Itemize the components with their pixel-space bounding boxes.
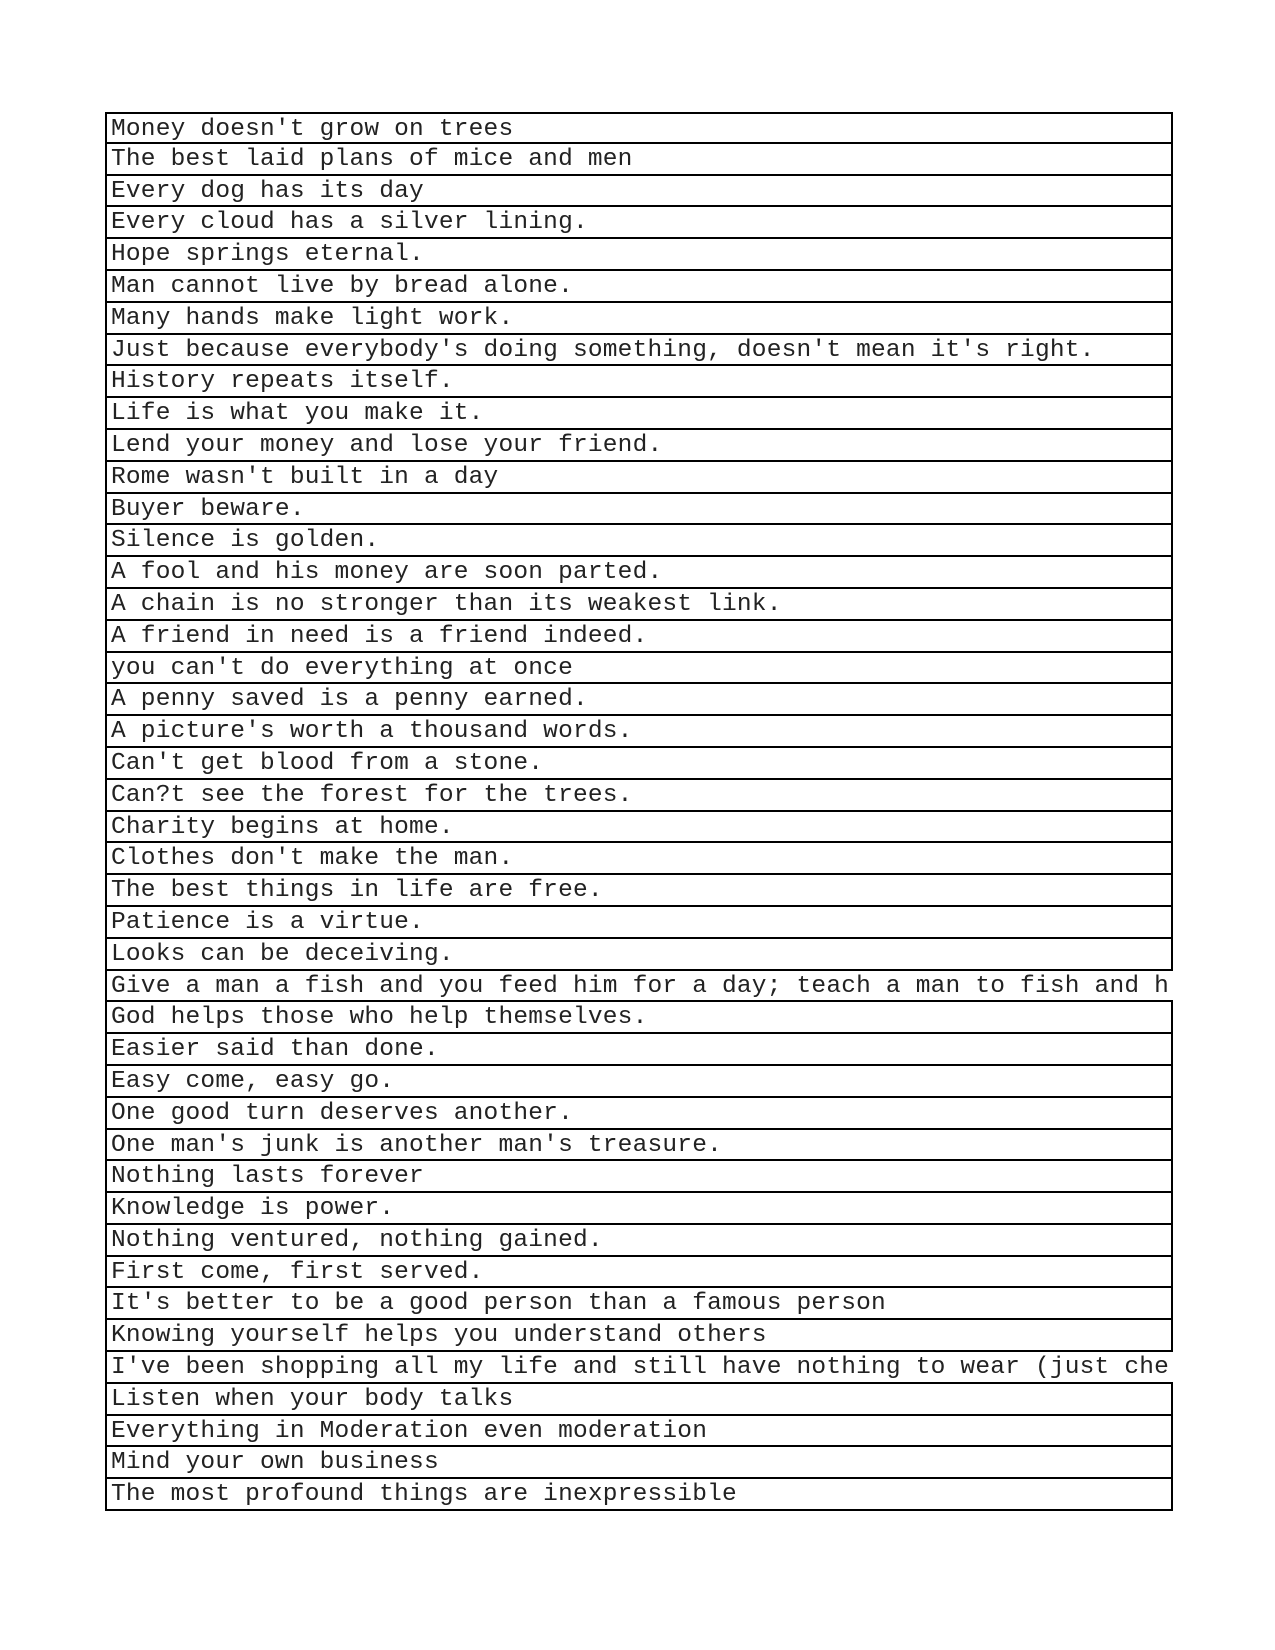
cell-text: Life is what you make it. bbox=[111, 400, 484, 428]
cell-text: Knowing yourself helps you understand others bbox=[111, 1322, 767, 1350]
table-row[interactable] bbox=[105, 398, 1173, 430]
cell-text: Charity begins at home. bbox=[111, 813, 454, 841]
table-row[interactable] bbox=[105, 653, 1173, 685]
table-row[interactable] bbox=[105, 589, 1173, 621]
cell-text: Many hands make light work. bbox=[111, 304, 514, 332]
table-row[interactable] bbox=[105, 1352, 1173, 1384]
table-row[interactable] bbox=[105, 1193, 1173, 1225]
cell-text: God helps those who help themselves. bbox=[111, 1004, 648, 1032]
cell-text: Patience is a virtue. bbox=[111, 908, 424, 936]
table-row[interactable] bbox=[105, 239, 1173, 271]
table-row[interactable] bbox=[105, 494, 1173, 526]
cell-text: A picture's worth a thousand words. bbox=[111, 718, 633, 746]
table-row[interactable] bbox=[105, 303, 1173, 335]
table-row[interactable] bbox=[105, 1288, 1173, 1320]
table-row[interactable] bbox=[105, 176, 1173, 208]
cell-text: History repeats itself. bbox=[111, 368, 454, 396]
table-row[interactable] bbox=[105, 366, 1173, 398]
cell-text: The most profound things are inexpressible bbox=[111, 1481, 737, 1509]
table-row[interactable] bbox=[105, 1320, 1173, 1352]
cell-text: Easy come, easy go. bbox=[111, 1067, 395, 1095]
table-row[interactable] bbox=[105, 939, 1173, 971]
cell-text: Nothing ventured, nothing gained. bbox=[111, 1226, 603, 1254]
cell-text: Clothes don't make the man. bbox=[111, 845, 514, 873]
table-row[interactable] bbox=[105, 621, 1173, 653]
table-row[interactable] bbox=[105, 875, 1173, 907]
cell-text: Listen when your body talks bbox=[111, 1385, 514, 1413]
table-row[interactable] bbox=[105, 1161, 1173, 1193]
table-row[interactable] bbox=[105, 716, 1173, 748]
cell-text: One man's junk is another man's treasure. bbox=[111, 1131, 722, 1159]
table-row[interactable] bbox=[105, 748, 1173, 780]
table-row[interactable] bbox=[105, 1479, 1173, 1511]
table-row[interactable] bbox=[105, 112, 1173, 144]
cell-text: Easier said than done. bbox=[111, 1036, 439, 1064]
cell-text: Lend your money and lose your friend. bbox=[111, 431, 663, 459]
table-row[interactable] bbox=[105, 430, 1173, 462]
cell-text: The best laid plans of mice and men bbox=[111, 145, 633, 173]
cell-text: Looks can be deceiving. bbox=[111, 940, 454, 968]
table-row[interactable] bbox=[105, 1066, 1173, 1098]
cell-text: Just because everybody's doing something, doesn't mean it's right. bbox=[111, 336, 1095, 364]
cell-text: One good turn deserves another. bbox=[111, 1099, 573, 1127]
cell-text: Rome wasn't built in a day bbox=[111, 463, 499, 491]
cell-text: Hope springs eternal. bbox=[111, 241, 424, 269]
cell-text: Buyer beware. bbox=[111, 495, 305, 523]
cell-text: Nothing lasts forever bbox=[111, 1163, 424, 1191]
table-row[interactable] bbox=[105, 907, 1173, 939]
cell-text: A fool and his money are soon parted. bbox=[111, 559, 663, 587]
cell-text: Mind your own business bbox=[111, 1449, 439, 1477]
table-row[interactable] bbox=[105, 1384, 1173, 1416]
table-row[interactable] bbox=[105, 684, 1173, 716]
cell-text: The best things in life are free. bbox=[111, 877, 603, 905]
cell-text: Money doesn't grow on trees bbox=[111, 116, 514, 143]
cell-text: Can't get blood from a stone. bbox=[111, 749, 544, 777]
cell-text: It's better to be a good person than a famous person bbox=[111, 1290, 886, 1318]
table-row[interactable] bbox=[105, 1447, 1173, 1479]
cell-text: Every cloud has a silver lining. bbox=[111, 209, 588, 237]
cell-text: Give a man a fish and you feed him for a day; teach a man to fish and h bbox=[111, 972, 1170, 1000]
cell-text: Silence is golden. bbox=[111, 527, 380, 555]
table-row[interactable] bbox=[105, 1034, 1173, 1066]
table-row[interactable] bbox=[105, 462, 1173, 494]
table-row[interactable] bbox=[105, 525, 1173, 557]
cell-text: Everything in Moderation even moderation bbox=[111, 1417, 708, 1445]
sayings-table bbox=[105, 112, 1173, 1511]
table-row[interactable] bbox=[105, 1257, 1173, 1289]
table-row[interactable] bbox=[105, 1098, 1173, 1130]
cell-text: Knowledge is power. bbox=[111, 1195, 395, 1223]
cell-text: I've been shopping all my life and still have nothing to wear (just che bbox=[111, 1354, 1170, 1382]
cell-text: Every dog has its day bbox=[111, 177, 424, 205]
cell-text: A penny saved is a penny earned. bbox=[111, 686, 588, 714]
cell-text: A chain is no stronger than its weakest link. bbox=[111, 590, 782, 618]
table-row[interactable] bbox=[105, 843, 1173, 875]
cell-text: Man cannot live by bread alone. bbox=[111, 272, 573, 300]
table-row[interactable] bbox=[105, 207, 1173, 239]
cell-text: you can't do everything at once bbox=[111, 654, 573, 682]
table-row[interactable] bbox=[105, 271, 1173, 303]
table-row[interactable] bbox=[105, 557, 1173, 589]
table-row[interactable] bbox=[105, 971, 1173, 1003]
table-row[interactable] bbox=[105, 1416, 1173, 1448]
table-row[interactable] bbox=[105, 1130, 1173, 1162]
table-row[interactable] bbox=[105, 335, 1173, 367]
cell-text: A friend in need is a friend indeed. bbox=[111, 622, 648, 650]
table-row[interactable] bbox=[105, 812, 1173, 844]
cell-text: First come, first served. bbox=[111, 1258, 484, 1286]
table-row[interactable] bbox=[105, 1225, 1173, 1257]
table-row[interactable] bbox=[105, 1002, 1173, 1034]
cell-text: Can?t see the forest for the trees. bbox=[111, 781, 633, 809]
table-row[interactable] bbox=[105, 144, 1173, 176]
table-row[interactable] bbox=[105, 780, 1173, 812]
